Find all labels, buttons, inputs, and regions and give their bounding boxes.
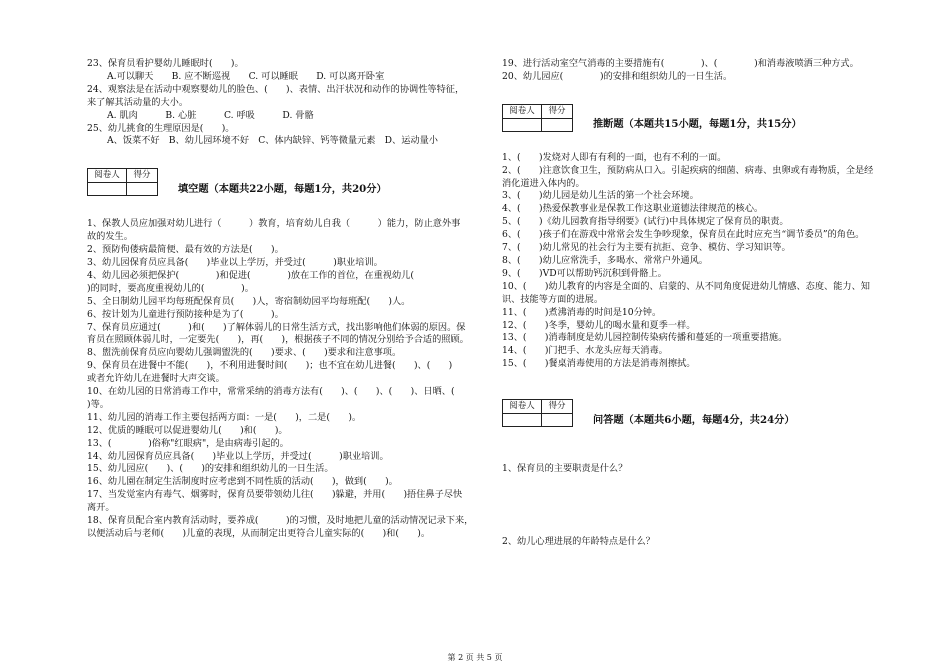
judgement-question-line: 3、( )幼儿园是幼儿生活的第一个社会环境。 [502, 190, 699, 202]
fill-in-question-line: 8、盥洗前保育员应向婴幼儿强调盥洗的( )要求、( )要求和注意事项。 [87, 347, 402, 359]
fill-in-question-line: 离开。 [87, 502, 115, 514]
question-23: 23、保育员看护婴幼儿睡眠时( )。 [87, 58, 244, 69]
reviewer-cell [88, 183, 127, 196]
fill-in-question-line: 3、幼儿园保育员应具备( )毕业以上学历，并受过( )职业培训。 [87, 256, 383, 268]
judgement-question-line: 13、( )消毒制度是幼儿园控制传染病传播和蔓延的一项重要措施。 [502, 332, 788, 344]
fill-in-question-line: 16、幼儿園在制定生活制度时应考虑到不同性质的活动( )，做到( )。 [87, 476, 398, 488]
score-box [502, 104, 573, 132]
fill-in-section-header [87, 168, 487, 196]
judgement-question-line: 9、( )VD可以帮助钙沉积到骨骼上。 [502, 267, 667, 279]
qa-question-1: 1、保育员的主要职责是什么？ [502, 463, 628, 475]
fill-in-question-line: 17、当发觉室内有毒气、烟雾时，保育员要带领幼儿往( )躲避，并用( )捂住鼻子尽快 [87, 489, 463, 501]
fill-in-question-line: 或者允许幼儿在进餐时大声交谈。 [87, 373, 225, 385]
fill-in-question-line: 15、幼儿园应( )、( )的安排和组织幼儿的一日生活。 [87, 463, 334, 475]
fill-in-question-line: 10、在幼儿园的日常消毒工作中，常常采纳的消毒方法有( )、( )、( )、日晒、( [87, 386, 473, 398]
fill-in-question-line: 以便活动后与老师( )儿童的表现，从而制定出更符合儿童实际的( )和( )。 [87, 528, 431, 539]
score-label: 得分 [542, 104, 573, 118]
fill-in-question-line: 2、预防佝偻病最简便、最有效的方法是( )。 [87, 244, 284, 256]
fill-in-question-line: 20、幼儿园应( )的安排和组织幼儿的一日生活。 [502, 70, 733, 82]
judgement-question-line: 5、( )《幼儿园教育指导纲要》(试行)中具体规定了保育员的职责。 [502, 216, 789, 228]
judgement-question-line: 10、( )幼儿教育的内容是全面的、启蒙的、从不同角度促进幼儿情感、态度、能力、知 [502, 280, 870, 292]
judgement-question-line: 1、( )发烧对人即有有利的一面，也有不利的一面。 [502, 151, 727, 163]
page-footer: 第 2 页 共 5 页 [447, 653, 503, 662]
reviewer-cell [503, 414, 542, 427]
fill-in-question-line: 9、保育员在进餐中不能( )，不利用进餐时间( )；也不宜在幼儿进餐( )、( ) [87, 360, 453, 372]
fill-in-section-title: 填空题（本题共22小题，每题1分，共20分） [178, 182, 387, 195]
fill-in-question-line: 18、保育员配合室内教育活动时，要养成( )的习惯，及时地把儿童的活动情况记录下来， [87, 515, 474, 527]
reviewer-label: 阅卷人 [88, 169, 127, 183]
qa-section-title: 问答题（本题共6小题，每题4分，共24分） [593, 413, 795, 426]
score-cell [542, 118, 573, 131]
judgement-section-title: 推断题（本题共15小题，每题1分，共15分） [593, 118, 802, 131]
judgement-question-line: 识、技能等方面的进展。 [502, 293, 604, 305]
fill-in-question-line: 5、全日制幼儿园平均每班配保育员( )人，寄宿制幼园平均每班配( )人。 [87, 295, 411, 307]
judgement-question-line: 15、( )餐桌消毒使用的方法是消毒剂擦拭。 [502, 358, 696, 370]
judgement-question-line: 12、( )冬季，婴幼儿的喝水量和夏季一样。 [502, 319, 696, 331]
score-box [502, 399, 573, 427]
judgement-questions [502, 152, 902, 371]
fill-in-question-line: 11、幼儿园的消毒工作主要包括两方面：一是( )，二是( )。 [87, 411, 362, 423]
qa-question-2: 2、幼儿心理进展的年龄特点是什么？ [502, 535, 655, 547]
fill-in-question-line: 14、幼儿园保育员应具备( )毕业以上学历，并受过( )职业培训。 [87, 450, 389, 462]
reviewer-label: 阅卷人 [503, 400, 542, 414]
fill-in-question-line: 育员在照顾体弱儿时，一定要先( )，再( )，根据孩子不同的情况分别给予合适的照顾。 [87, 334, 469, 346]
left-column [87, 58, 487, 541]
fill-in-question-line: 故的发生。 [87, 231, 133, 243]
fill-in-question-line: 4、幼儿园必须把保护( )和促进( )放在工作的首位，在重视幼儿( [87, 269, 433, 281]
fill-in-question-line: )等。 [87, 398, 109, 410]
reviewer-label: 阅卷人 [503, 104, 542, 118]
score-label: 得分 [127, 169, 158, 183]
question-24-options: A. 肌肉 B. 心脏 C. 呼吸 D. 骨骼 [107, 109, 314, 121]
fill-in-question-line: 19、进行活动室空气消毒的主要措施有( )、( )和消毒液喷洒三种方式。 [502, 58, 859, 69]
judgement-question-line: 7、( )幼儿常见的社会行为主要有抗拒、竞争、模仿、学习知识等。 [502, 242, 791, 254]
judgement-question-line: 8、( )幼儿应常洗手，多喝水、常常户外通风。 [502, 254, 708, 266]
fill-in-question-line: 1、保教人员应加强对幼儿进行（ ）教育，培育幼儿自我（ ）能力，防止意外事 [87, 218, 461, 230]
judgement-question-line: 消化道进入体内的。 [502, 177, 585, 189]
fill-in-question-line: )的同时，要高度重视幼儿的( )。 [87, 282, 254, 294]
fill-in-question-line: 12、优质的睡眠可以促进婴幼儿( )和( )。 [87, 424, 288, 436]
qa-section-header [502, 399, 902, 427]
score-box [87, 168, 158, 196]
fill-in-questions [87, 218, 487, 541]
question-25-options: A、饭菜不好 B、幼儿园环境不好 C、体内缺锌、钙等微量元素 D、运动量小 [107, 135, 438, 147]
judgement-question-line: 6、( )孩子们在游戏中常常会发生争吵现象，保育员在此时应充当“调节委员”的角色。 [502, 229, 865, 241]
score-cell [542, 414, 573, 427]
question-23-options: A.可以聊天 B. 应不断巡视 C. 可以睡眠 D. 可以离开卧室 [107, 70, 385, 82]
fill-in-question-line: 7、保育员应通过( )和( )了解体弱儿的日常生活方式，找出影响他们体弱的原因。保 [87, 321, 466, 333]
judgement-question-line: 11、( )煮沸消毒的时间是10分钟。 [502, 306, 662, 318]
fill-in-question-line: 13、( )俗称"红眼病"，是由病毒引起的。 [87, 437, 289, 449]
judgement-question-line: 2、( )注意饮食卫生，预防病从口入。引起疾病的细菌、病毒、虫卵或有毒物质，全是经 [502, 164, 874, 176]
fill-in-question-line: 6、按计划为儿童进行预防接种是为了( )。 [87, 308, 284, 320]
score-label: 得分 [542, 400, 573, 414]
question-24-line2: 来了解其活动量的大小。 [87, 96, 189, 108]
question-24-line1: 24、观察法是在活动中观察婴幼儿的脸色、( )、表情、出汗状况和动作的协调性等特征， [87, 83, 465, 95]
reviewer-cell [503, 118, 542, 131]
judgement-section-header [502, 104, 902, 132]
question-25: 25、幼儿挑食的生理原因是( )。 [87, 122, 235, 134]
judgement-question-line: 4、( )热爱保教事业是保教工作这职业道德法律规范的核心。 [502, 203, 764, 215]
score-cell [127, 183, 158, 196]
right-column [502, 58, 902, 549]
judgement-question-line: 14、( )门把手、水龙头应每天消毒。 [502, 345, 668, 357]
fill-in-questions-continued [502, 58, 902, 84]
